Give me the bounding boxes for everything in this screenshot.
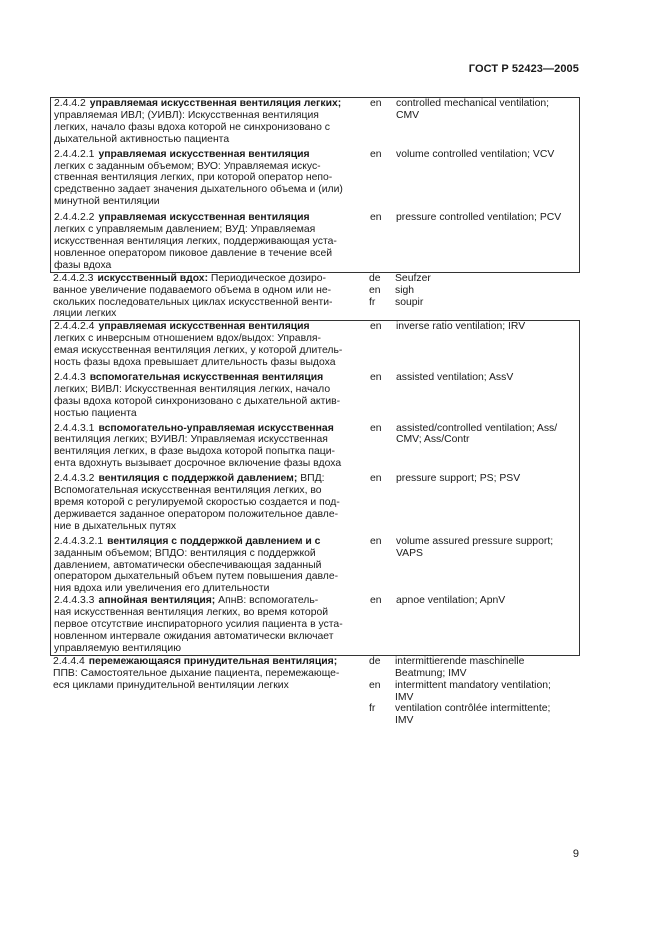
definition-line xyxy=(54,321,367,333)
equivalent-term xyxy=(393,680,580,704)
term-entry xyxy=(50,656,580,727)
definition-text: ностью пациента xyxy=(54,407,137,419)
definition-line xyxy=(53,656,366,668)
language-code: fr xyxy=(369,296,376,308)
term-number: 2.4.4.2.3 xyxy=(53,272,94,284)
term-name: вентиляция с поддержкой давлением; xyxy=(98,473,298,485)
definition-text: управляемая ИВЛ; (УИВЛ): Искусственная вентиляция xyxy=(54,109,319,121)
term-entry xyxy=(51,595,579,655)
definition-text: новленное оператором пиковое давление в течение всей xyxy=(54,247,333,259)
definition-line xyxy=(54,110,367,122)
term-name: вспомогательно-управляемая искусственная xyxy=(98,422,334,434)
foreign-equivalents xyxy=(367,423,579,447)
definition-text: первое отсутствие инспираторного усилия пациента в уста- xyxy=(54,619,343,631)
language-row xyxy=(367,372,579,384)
definition-line xyxy=(54,396,367,408)
language-row xyxy=(366,273,580,285)
definition-text: емая искусственная вентиляция легких, у которой длитель- xyxy=(54,345,343,357)
definition-line xyxy=(54,509,367,521)
definition-text: Периодическое дозиро- xyxy=(208,272,326,284)
term-definition xyxy=(51,473,367,533)
language-row xyxy=(366,285,580,297)
definition-text: давлением, автоматически обеспечивающая заданный xyxy=(54,559,322,571)
definition-line xyxy=(54,485,367,497)
boxed-term-group xyxy=(50,97,580,273)
definition-line xyxy=(54,224,367,236)
definition-line xyxy=(53,273,366,285)
foreign-equivalents xyxy=(367,473,579,485)
language-row xyxy=(367,473,579,485)
equivalent-term xyxy=(394,595,579,607)
definition-line xyxy=(54,345,367,357)
language-row xyxy=(367,149,579,161)
term-entry xyxy=(51,372,579,420)
equivalent-term xyxy=(394,372,579,384)
term-number: 2.4.4.3.2 xyxy=(54,473,95,485)
term-name: управляемая искусственная вентиляция xyxy=(98,148,310,160)
definition-text: дыхательной активностью пациента xyxy=(54,133,230,145)
definition-line xyxy=(54,161,367,173)
definition-text: легких, начало фазы вдоха которой не синхронизовано с xyxy=(54,121,331,133)
definition-line xyxy=(54,98,367,110)
term-name: вспомогательная искусственная вентиляция xyxy=(89,371,324,383)
term-entry xyxy=(51,473,579,533)
definition-text: заданным объемом; ВПДО: вентиляция с поддержкой xyxy=(54,547,316,559)
language-row xyxy=(366,297,580,309)
term-definition xyxy=(51,423,367,471)
definition-text: ППВ: Самостоятельное дыхание пациента, перемежающе- xyxy=(53,667,340,679)
definition-line xyxy=(54,434,367,446)
language-row xyxy=(366,680,580,704)
definition-line xyxy=(54,172,367,184)
definition-text: оператором дыхательный объем путем повышения давле- xyxy=(54,571,339,583)
equivalent-line: VAPS xyxy=(396,547,423,559)
definition-line xyxy=(54,196,367,208)
language-row xyxy=(367,98,579,122)
definition-text: держивается заданное оператором положительное давле- xyxy=(54,508,339,520)
definition-text: ВПД: xyxy=(297,473,325,485)
language-code: en xyxy=(370,535,382,547)
foreign-equivalents xyxy=(367,212,579,224)
language-row xyxy=(366,656,580,680)
definition-text: искусственная вентиляция легких, поддерживающая уста- xyxy=(54,235,337,247)
language-code: en xyxy=(370,422,382,434)
definition-line xyxy=(54,333,367,345)
term-entry xyxy=(51,212,579,272)
definition-line xyxy=(53,285,366,297)
term-number: 2.4.4.4 xyxy=(53,655,85,667)
definition-text: ния вдоха или увеличения его длительности xyxy=(54,583,270,595)
term-name: управляемая искусственная вентиляция легких; xyxy=(89,98,342,109)
definition-text: время которой с регулируемой скоростью создается и под- xyxy=(54,497,340,508)
definition-line xyxy=(54,548,367,560)
boxed-term-group xyxy=(50,320,580,655)
equivalent-line: intermittierende maschinelle xyxy=(395,655,525,667)
language-code: en xyxy=(370,473,382,485)
term-group xyxy=(50,273,580,321)
foreign-equivalents xyxy=(366,656,580,727)
definition-line xyxy=(54,212,367,224)
equivalent-line: sigh xyxy=(395,284,415,296)
definition-text: фазы вдоха которой синхронизовано с дыхательной актив- xyxy=(54,395,341,407)
language-code: en xyxy=(370,371,382,383)
term-definition xyxy=(51,321,367,369)
equivalent-line: pressure support; PS; PSV xyxy=(396,473,521,485)
definition-text: фазы вдоха xyxy=(54,259,112,271)
equivalent-term xyxy=(394,423,579,447)
definition-text: вентиляция легких; ВУИВЛ: Управляемая искусственная xyxy=(54,434,328,446)
equivalent-term xyxy=(393,297,580,309)
term-definition xyxy=(51,536,367,596)
equivalent-line: assisted ventilation; AssV xyxy=(396,371,514,383)
definition-text: АпнВ: вспомогатель- xyxy=(215,595,319,607)
definition-text: легких; ВИВЛ: Искусственная вентиляция легких, начало xyxy=(54,383,331,395)
term-name: перемежающаяся принудительная вентиляция; xyxy=(88,655,338,667)
definition-line xyxy=(54,372,367,384)
definition-line xyxy=(54,497,367,509)
definition-line xyxy=(54,408,367,420)
definition-line xyxy=(54,357,367,369)
term-entry xyxy=(51,536,579,596)
equivalent-line: IMV xyxy=(395,715,414,727)
definition-text: легких с заданным объемом; ВУО: Управляемая искус- xyxy=(54,160,321,172)
definition-line xyxy=(54,595,367,607)
definition-text: средственно задает значения дыхательного объема и (или) xyxy=(54,184,343,196)
language-row xyxy=(367,423,579,447)
equivalent-term xyxy=(394,536,579,560)
language-row xyxy=(367,536,579,560)
term-number: 2.4.4.3 xyxy=(54,371,86,383)
language-code: de xyxy=(369,655,381,667)
term-definition xyxy=(51,98,367,146)
definition-line xyxy=(54,260,367,272)
definition-line xyxy=(54,560,367,572)
definition-text: еся циклами принудительной вентиляции легких xyxy=(53,679,289,691)
definition-line xyxy=(54,134,367,146)
definition-line xyxy=(54,583,367,595)
equivalent-line: CMV xyxy=(396,109,420,121)
language-row xyxy=(367,321,579,333)
definition-line xyxy=(53,308,366,320)
equivalent-line: ventilation contrôlée intermittente; xyxy=(395,703,551,715)
definition-line xyxy=(54,473,367,485)
language-code: en xyxy=(370,595,382,607)
definition-line xyxy=(54,149,367,161)
term-name: искусственный вдох: xyxy=(97,272,209,284)
term-entry xyxy=(51,423,579,471)
term-number: 2.4.4.3.1 xyxy=(54,422,95,434)
definition-text: легких с инверсным отношением вдох/выдох: Управля- xyxy=(54,333,322,345)
definition-text: ние в дыхательных путях xyxy=(54,520,177,532)
definition-text: ность фазы вдоха превышает длительность фазы выдоха xyxy=(54,357,336,369)
definition-text: Вспомогательная искусственная вентиляция легких, во xyxy=(54,485,322,497)
definition-text: управляемую вентиляцию xyxy=(54,642,181,654)
term-name: управляемая искусственная вентиляция xyxy=(98,321,310,333)
foreign-equivalents xyxy=(367,98,579,122)
language-code: en xyxy=(370,98,382,109)
equivalent-term xyxy=(394,149,579,161)
language-code: en xyxy=(369,679,381,691)
term-number: 2.4.4.2.1 xyxy=(54,148,95,160)
equivalent-term xyxy=(393,703,580,727)
language-row xyxy=(367,595,579,607)
foreign-equivalents xyxy=(367,536,579,560)
definition-line xyxy=(54,536,367,548)
definition-line xyxy=(53,297,366,309)
definition-line xyxy=(53,668,366,680)
definition-line xyxy=(54,643,367,655)
equivalent-line: Beatmung; IMV xyxy=(395,667,467,679)
equivalent-term xyxy=(394,473,579,485)
term-group xyxy=(50,656,580,727)
term-name: апнойная вентиляция; xyxy=(98,595,216,607)
definition-text: ственная вентиляция легких, при которой оператор непо- xyxy=(54,172,333,184)
foreign-equivalents xyxy=(367,595,579,607)
definition-text: минутной вентиляции xyxy=(54,196,160,208)
equivalent-line: soupir xyxy=(395,296,424,308)
foreign-equivalents xyxy=(367,321,579,333)
equivalent-term xyxy=(394,321,579,333)
term-number: 2.4.4.2.2 xyxy=(54,212,95,224)
equivalent-term xyxy=(393,273,580,285)
definition-line xyxy=(54,384,367,396)
definition-text: ванное увеличение подаваемого объема в одном или не- xyxy=(53,284,332,296)
equivalent-line: volume controlled ventilation; VCV xyxy=(396,148,555,160)
definition-text: легких с управляемым давлением; ВУД: Управляемая xyxy=(54,224,316,236)
definition-line xyxy=(54,122,367,134)
term-number: 2.4.4.2 xyxy=(54,98,86,109)
equivalent-line: controlled mechanical ventilation; xyxy=(396,98,550,109)
language-code: en xyxy=(369,284,381,296)
foreign-equivalents xyxy=(367,149,579,161)
term-definition xyxy=(51,372,367,420)
language-code: fr xyxy=(369,703,376,715)
equivalent-line: assisted/controlled ventilation; Ass/ xyxy=(396,422,558,434)
definition-line xyxy=(54,458,367,470)
term-entry xyxy=(51,98,579,146)
definition-line xyxy=(53,680,366,692)
term-definition xyxy=(51,149,367,209)
language-code: en xyxy=(370,212,382,224)
equivalent-line: CMV; Ass/Contr xyxy=(396,434,470,446)
definition-line xyxy=(54,571,367,583)
definition-line xyxy=(54,619,367,631)
term-number: 2.4.4.3.3 xyxy=(54,595,95,607)
term-definition xyxy=(50,273,366,321)
page-number: 9 xyxy=(572,848,579,860)
term-entry xyxy=(51,321,579,369)
standard-header: ГОСТ Р 52423—2005 xyxy=(468,63,579,75)
term-number: 2.4.4.2.4 xyxy=(54,321,95,333)
term-name: вентиляция с поддержкой давлением и с xyxy=(107,535,321,547)
equivalent-line: pressure controlled ventilation; PCV xyxy=(396,212,562,224)
term-definition xyxy=(51,212,367,272)
equivalent-line: volume assured pressure support; xyxy=(396,535,554,547)
definition-line xyxy=(54,521,367,533)
definition-line xyxy=(54,607,367,619)
language-code: en xyxy=(370,148,382,160)
definition-text: скольких последовательных циклах искусственной венти- xyxy=(53,296,333,308)
term-entry xyxy=(51,149,579,209)
term-number: 2.4.4.3.2.1 xyxy=(54,535,104,547)
equivalent-line: intermittent mandatory ventilation; xyxy=(395,679,551,691)
definition-text: вентиляция легких, в фазе выдоха которой попытка паци- xyxy=(54,446,335,458)
term-entry xyxy=(50,273,580,321)
definition-line xyxy=(54,184,367,196)
definition-line xyxy=(54,236,367,248)
language-row xyxy=(366,703,580,727)
equivalent-term xyxy=(393,285,580,297)
equivalent-line: Seufzer xyxy=(395,272,431,284)
equivalent-line: apnoe ventilation; ApnV xyxy=(396,595,506,607)
terms-table xyxy=(50,97,580,727)
foreign-equivalents xyxy=(367,372,579,384)
definition-line xyxy=(54,446,367,458)
definition-text: ная искусственная вентиляция легких, во время которой xyxy=(54,607,329,619)
equivalent-term xyxy=(394,98,579,122)
equivalent-term xyxy=(394,212,579,224)
definition-text: новленном интервале ожидания автоматически включает xyxy=(54,630,334,642)
term-definition xyxy=(50,656,366,692)
equivalent-term xyxy=(393,656,580,680)
definition-line xyxy=(54,631,367,643)
term-definition xyxy=(51,595,367,655)
equivalent-line: inverse ratio ventilation; IRV xyxy=(396,321,526,333)
definition-line xyxy=(54,248,367,260)
language-code: en xyxy=(370,321,382,333)
definition-text: ента вдохнуть вызывает досрочное включение фазы вдоха xyxy=(54,458,342,470)
definition-text: ляции легких xyxy=(53,308,117,320)
foreign-equivalents xyxy=(366,273,580,309)
equivalent-line: IMV xyxy=(395,691,414,703)
definition-line xyxy=(54,423,367,435)
language-code: de xyxy=(369,272,381,284)
language-row xyxy=(367,212,579,224)
term-name: управляемая искусственная вентиляция xyxy=(98,212,310,224)
